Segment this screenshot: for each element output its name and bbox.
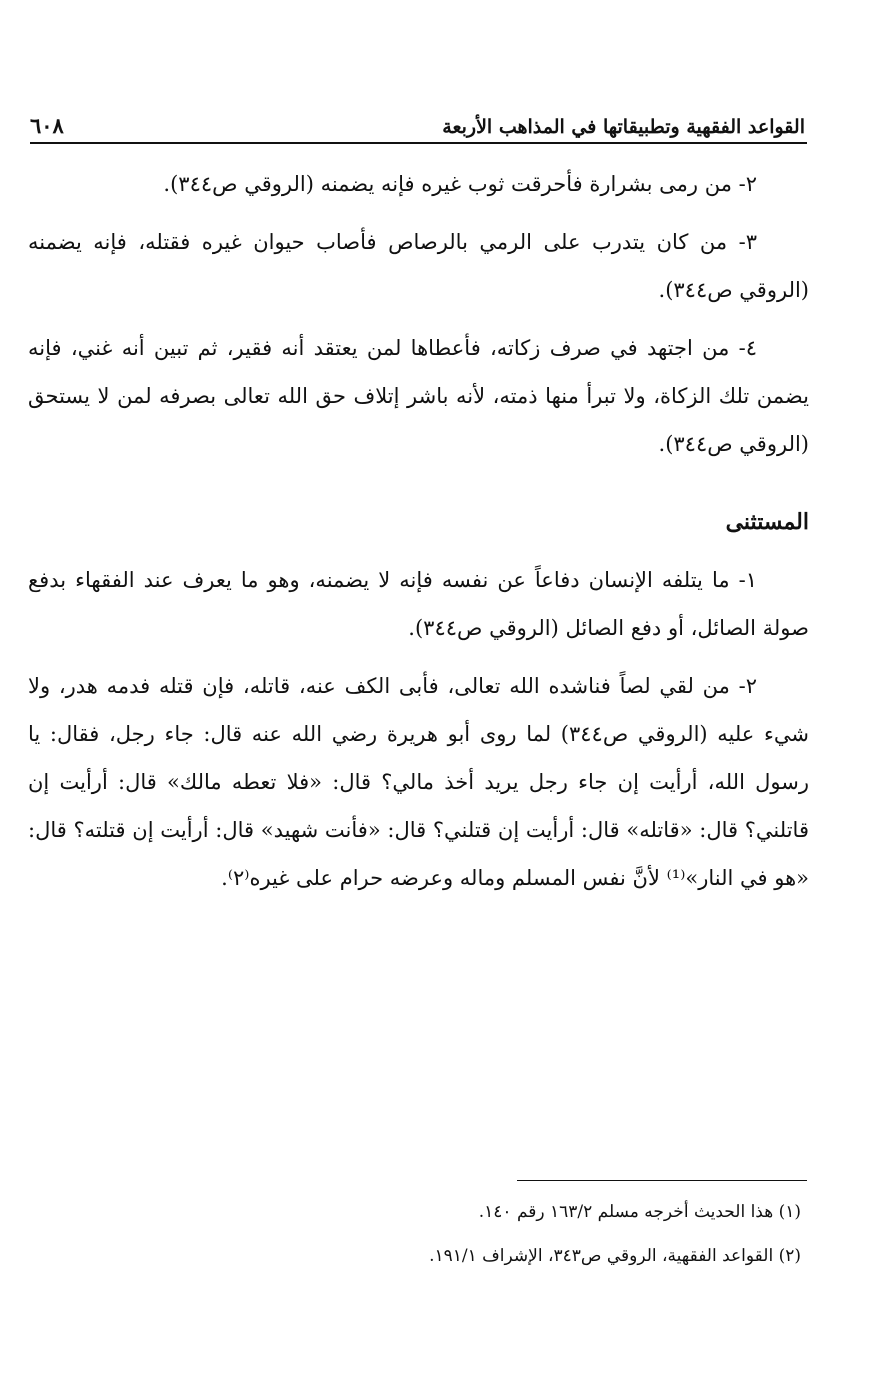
running-title: القواعد الفقهية وتطبيقاتها في المذاهب الأربعة: [442, 116, 805, 138]
exception-item-1: ١- ما يتلفه الإنسان دفاعاً عن نفسه فإنه لا يضمنه، وهو ما يعرف عند الفقهاء بدفع صولة الصائل، أو دفع الصائل (الروقي ص٣٤٤).: [28, 568, 809, 640]
header-divider: [30, 142, 807, 144]
footnote-1: (١) هذا الحديث أخرجه مسلم ١٦٣/٢ رقم ١٤٠.: [478, 1202, 801, 1222]
exception-item-2: ٢- من لقي لصاً فناشده الله تعالى، فأبى الكف عنه، قاتله، فإن قتله فدمه هدر، ولا شيء عليه (الروقي ص٣٤٤) لما روى أبو هريرة رضي الله عنه قال: جاء رجل، فقال: يا رسول الله، أرأيت إن جاء رجل يريد أخذ مالي؟ قال: «فلا تعطه مالك» قال: أرأيت إن قاتلني؟ قال: «قاتله» قال: أرأيت إن قتلني؟ قال: «فأنت شهيد» قال: أرأيت إن قتلته؟ قال: «هو في النار»⁽¹⁾ لأنَّ نفس المسلم وماله وعرضه حرام على غيره⁽٢⁾.: [28, 674, 809, 890]
page-number: ٦٠٨: [30, 113, 64, 138]
footnotes: [28, 1190, 809, 1278]
paragraph-item-2: ٢- من رمى بشرارة فأحرقت ثوب غيره فإنه يضمنه (الروقي ص٣٤٤).: [163, 172, 757, 196]
footnote-2: (٢) القواعد الفقهية، الروقي ص٣٤٣، الإشراف ١٩١/١.: [429, 1246, 801, 1266]
running-header: [30, 108, 805, 138]
paragraph-item-4: ٤- من اجتهد في صرف زكاته، فأعطاها لمن يعتقد أنه فقير، ثم تبين أنه غني، فإنه يضمن تلك الزكاة، ولا تبرأ منها ذمته، لأنه باشر إتلاف حق الله تعالى بصرفه لمن لا يستحق (الروقي ص٣٤٤).: [28, 336, 809, 456]
section-heading-exception: المستثنى: [725, 509, 809, 535]
main-text: [28, 160, 809, 912]
paragraph-item-3: ٣- من كان يتدرب على الرمي بالرصاص فأصاب حيوان غيره فقتله، فإنه يضمنه (الروقي ص٣٤٤).: [28, 230, 809, 302]
footnote-divider: [517, 1180, 807, 1181]
